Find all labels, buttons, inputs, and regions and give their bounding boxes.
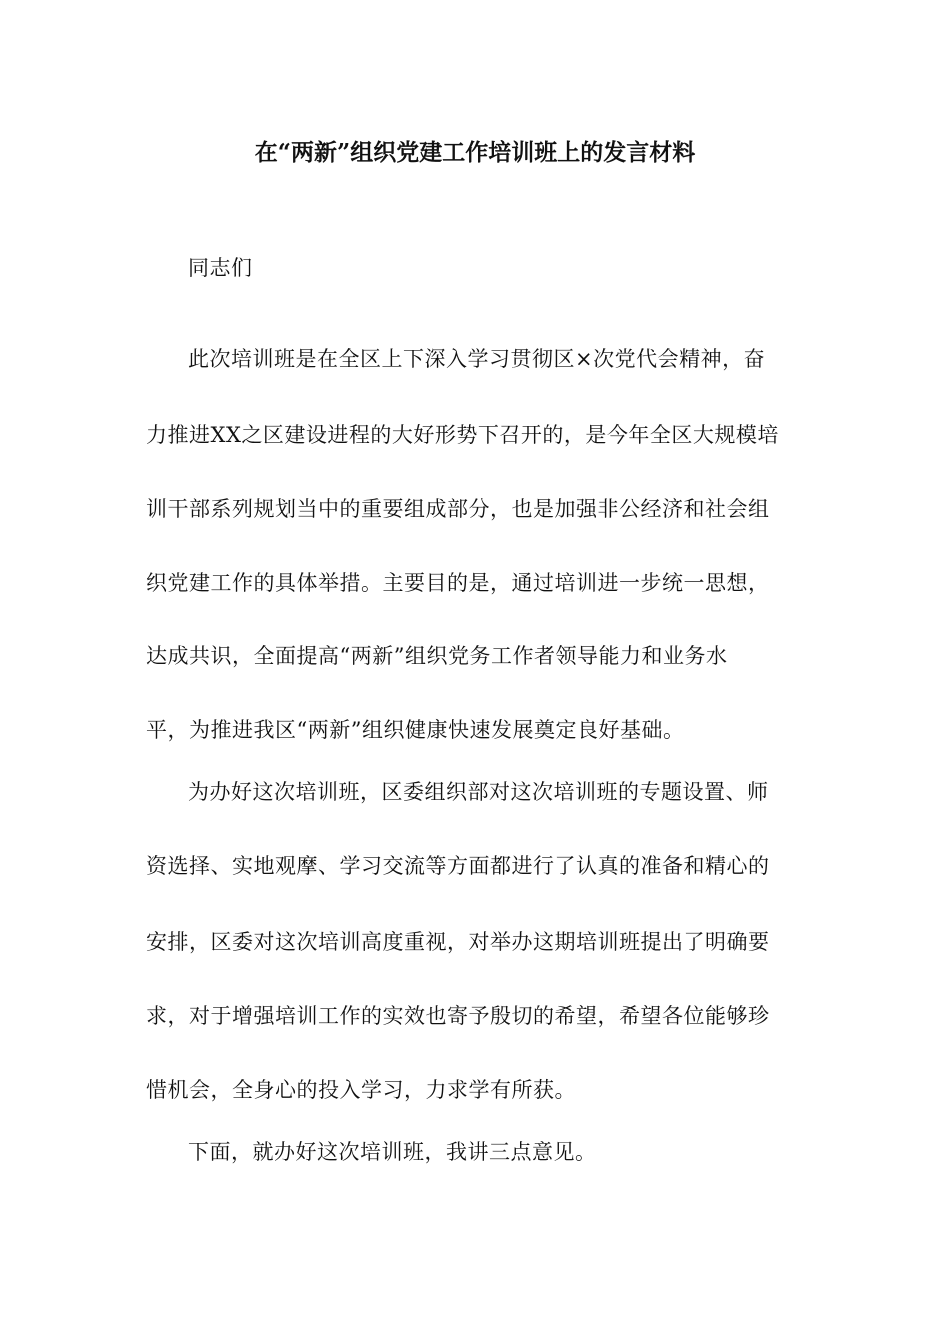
paragraph-line: 此次培训班是在全区上下深入学习贯彻区×次党代会精神，奋 bbox=[188, 347, 766, 371]
paragraph-line: 求，对于增强培训工作的实效也寄予殷切的希望，希望各位能够珍 bbox=[146, 1004, 770, 1028]
salutation: 同志们 bbox=[188, 256, 253, 280]
paragraph-line: 资选择、实地观摩、学习交流等方面都进行了认真的准备和精心的 bbox=[146, 854, 770, 878]
paragraph-line: 平，为推进我区“两新”组织健康快速发展奠定良好基础。 bbox=[146, 718, 685, 742]
paragraph-line: 织党建工作的具体举措。主要目的是，通过培训进一步统一思想， bbox=[146, 571, 770, 595]
paragraph-line: 达成共识，全面提高“两新”组织党务工作者领导能力和业务水 bbox=[146, 644, 728, 668]
paragraph-line: 惜机会，全身心的投入学习，力求学有所获。 bbox=[146, 1078, 576, 1102]
paragraph-line: 训干部系列规划当中的重要组成部分，也是加强非公经济和社会组 bbox=[146, 497, 770, 521]
document-title: 在“两新”组织党建工作培训班上的发言材料 bbox=[254, 139, 696, 166]
paragraph-line: 力推进XX之区建设进程的大好形势下召开的，是今年全区大规模培 bbox=[146, 423, 779, 447]
paragraph-line: 安排，区委对这次培训高度重视，对举办这期培训班提出了明确要 bbox=[146, 930, 770, 954]
paragraph-3: 下面，就办好这次培训班，我讲三点意见。 bbox=[188, 1140, 597, 1164]
paragraph-line: 为办好这次培训班，区委组织部对这次培训班的专题设置、师 bbox=[188, 780, 769, 804]
